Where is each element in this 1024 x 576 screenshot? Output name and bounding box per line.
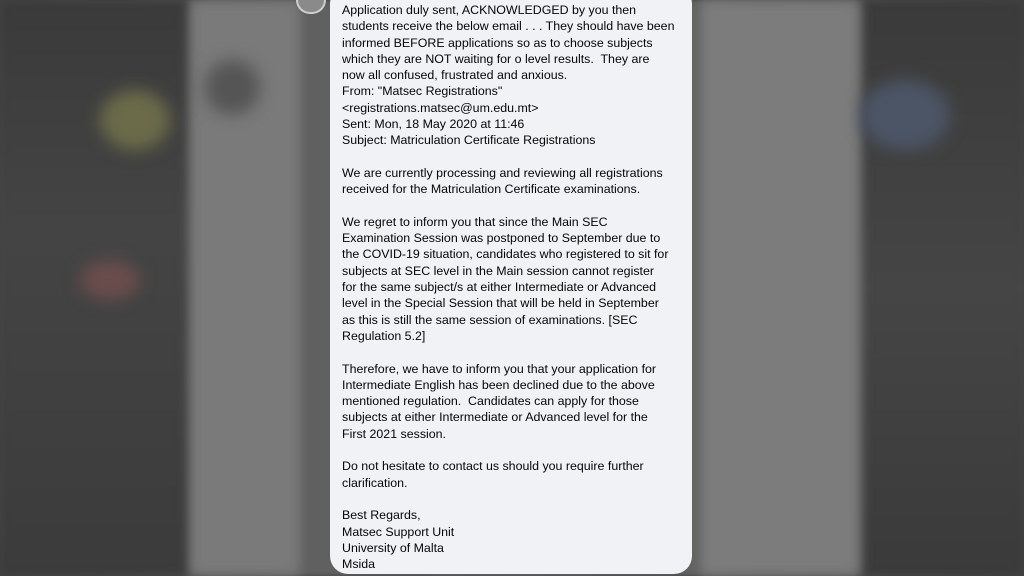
paragraph-intro bbox=[342, 2, 680, 149]
message-line: as this is still the same session of examinations. [SEC bbox=[342, 312, 638, 327]
paragraph-contact bbox=[342, 458, 680, 491]
message-line: Application duly sent, ACKNOWLEDGED by you then bbox=[342, 3, 637, 17]
message-line: Examination Session was postponed to September due to bbox=[342, 231, 661, 246]
email-from: From: "Matsec Registrations" bbox=[342, 84, 503, 99]
blurred-shape bbox=[860, 80, 950, 150]
paragraph-regret bbox=[342, 214, 680, 344]
signature-line: Msida bbox=[342, 557, 376, 572]
message-line: subjects at SEC level in the Main session cannot register bbox=[342, 263, 654, 278]
email-sent: Sent: Mon, 18 May 2020 at 11:46 bbox=[342, 117, 525, 132]
email-subject: Subject: Matriculation Certificate Registrations bbox=[342, 133, 596, 148]
blurred-shape bbox=[80, 260, 140, 300]
message-bubble bbox=[330, 0, 692, 574]
message-line: for the same subject/s at either Intermediate or Advanced bbox=[342, 280, 657, 295]
message-line: Therefore, we have to inform you that your application for bbox=[342, 361, 657, 376]
blurred-page-right bbox=[700, 0, 860, 576]
message-line: the COVID-19 situation, candidates who registered to sit for bbox=[342, 247, 669, 262]
blurred-shape bbox=[205, 60, 260, 115]
message-line: We regret to inform you that since the Main SEC bbox=[342, 214, 608, 229]
signature-line: Best Regards, bbox=[342, 508, 421, 523]
message-line: now all confused, frustrated and anxious. bbox=[342, 68, 568, 83]
paragraph-processing bbox=[342, 165, 680, 198]
message-line: We are currently processing and reviewing all registrations bbox=[342, 165, 663, 180]
signature-line: Matsec Support Unit bbox=[342, 524, 455, 539]
message-line: clarification. bbox=[342, 475, 408, 490]
message-line: received for the Matriculation Certificate examinations. bbox=[342, 182, 641, 197]
email-address: <registrations.matsec@um.edu.mt> bbox=[342, 100, 539, 115]
message-line: subjects at either Intermediate or Advanced level for the bbox=[342, 410, 648, 425]
paragraph-therefore bbox=[342, 361, 680, 442]
message-line: Do not hesitate to contact us should you require further bbox=[342, 459, 644, 474]
message-line: Regulation 5.2] bbox=[342, 328, 426, 343]
message-line: which they are NOT waiting for o level results. They are bbox=[342, 51, 650, 66]
message-line: informed BEFORE applications so as to choose subjects bbox=[342, 35, 653, 50]
message-line: students receive the below email . . . They should have been bbox=[342, 19, 675, 34]
message-line: First 2021 session. bbox=[342, 426, 446, 441]
message-line: Intermediate English has been declined due to the above bbox=[342, 377, 655, 392]
message-line: mentioned regulation. Candidates can apply for those bbox=[342, 394, 639, 409]
message-line: level in the Special Session that will be held in September bbox=[342, 296, 659, 311]
blurred-shape bbox=[100, 90, 170, 150]
signature-line: University of Malta bbox=[342, 540, 444, 555]
paragraph-signature bbox=[342, 507, 680, 572]
